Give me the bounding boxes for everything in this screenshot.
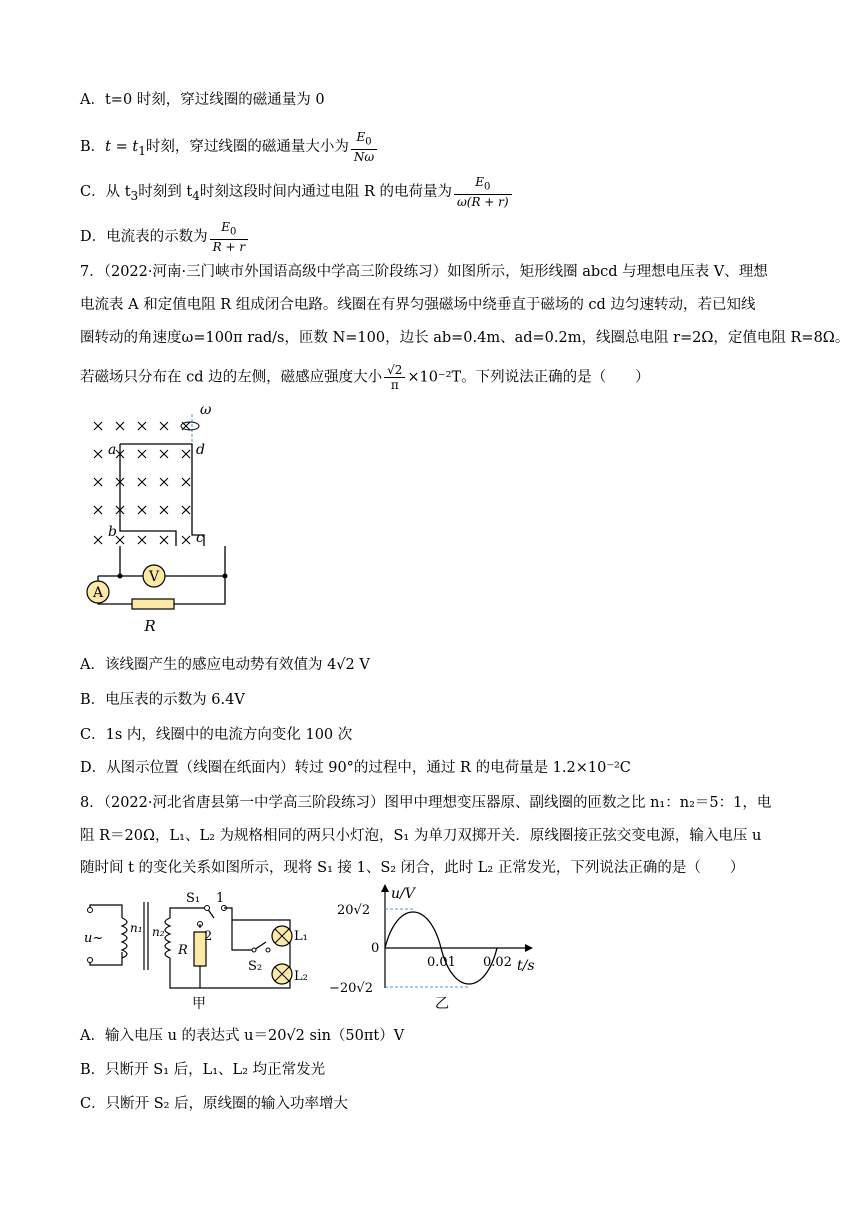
q6-d-num: E (221, 220, 231, 234)
q7-option-c: C．1s 内，线圈中的电流方向变化 100 次 (80, 727, 353, 743)
q6-c-den: ω(R + r) (456, 195, 509, 210)
figure-yi-caption: 乙 (435, 996, 449, 1012)
q6-c-fraction (454, 175, 512, 209)
q6-b-label: B． (80, 139, 106, 156)
n1-label: n₁ (130, 921, 143, 935)
omega-label: ω (200, 402, 212, 418)
x-axis-label: t/s (517, 958, 535, 974)
corner-b-label: b (108, 524, 117, 540)
q6-c-num-sub: 0 (483, 181, 491, 193)
q7-circuit-figure (80, 398, 240, 638)
n2-label: n₂ (152, 925, 165, 939)
terminal-2-label: 2 (204, 929, 213, 944)
coil-left-path (120, 444, 176, 546)
terminal-1-label: 1 (216, 891, 225, 906)
q6-c-sub2: 4 (192, 189, 200, 204)
x-tick-002: 0.02 (483, 955, 512, 970)
y-max-label: 20√2 (337, 903, 371, 918)
q6-c-mid2: 时刻这段时间内通过电阻 R 的电荷量为 (199, 184, 452, 201)
q7-stem-line1: 7．（2022·河南·三门峡市外国语高级中学高三阶段练习）如图所示，矩形线圈 abcd 与理想电压表 V、理想 (80, 264, 768, 280)
resistor-label: R (144, 617, 156, 635)
q6-b-fraction (351, 130, 377, 164)
l2-label: L₂ (294, 969, 308, 984)
q6-b-text: 时刻，穿过线圈的磁通量大小为 (145, 139, 349, 156)
q7-b-fraction (384, 363, 405, 392)
q6-b-time: t = t (105, 139, 139, 156)
q6-b-num-sub: 0 (365, 136, 372, 148)
l1-label: L₁ (294, 929, 308, 944)
voltmeter-branch (120, 546, 225, 576)
resistor-icon (132, 599, 174, 609)
q6-option-a: A．t=0 时刻，穿过线圈的磁通量为 0 (80, 92, 325, 108)
q7-option-a: A．该线圈产生的感应电动势有效值为 4√2 V (80, 657, 370, 673)
ammeter-label: A (92, 585, 104, 601)
q6-c-mid1: 时刻到 t (138, 184, 193, 201)
q6-c-num: E (475, 175, 484, 189)
q8-stem-line3: 随时间 t 的变化关系如图所示，现将 S₁ 接 1、S₂ 闭合，此时 L₂ 正常发光，下列说法正确的是（ ） (80, 860, 745, 876)
q6-option-b (80, 130, 379, 164)
q7-b-num: √2 (384, 363, 405, 378)
q7-option-b: B．电压表的示数为 6.4V (80, 692, 245, 708)
q8-option-a: A．输入电压 u 的表达式 u＝20√2 sin（50πt）V (80, 1028, 405, 1044)
q7-stem-line4 (80, 363, 650, 392)
figure-jia-caption: 甲 (192, 996, 206, 1012)
q6-b-sub: 1 (138, 144, 146, 159)
q7-option-d: D．从图示位置（线圈在纸面内）转过 90°的过程中，通过 R 的电荷量是 1.2×10⁻²C (80, 760, 631, 776)
q8-option-c: C．只断开 S₂ 后，原线圈的输入功率增大 (80, 1096, 349, 1112)
rotation-arrow-icon (181, 422, 199, 430)
corner-a-label: a (108, 442, 117, 458)
zero-label: 0 (371, 941, 380, 956)
primary-coil-icon (122, 918, 127, 958)
q6-d-den: R + r (212, 240, 246, 255)
q6-d-num-sub: 0 (230, 226, 237, 238)
corner-c-label: c (196, 530, 204, 546)
y-axis-label: u/V (391, 886, 415, 902)
q6-d-pre: D．电流表的示数为 (80, 229, 208, 246)
q8-stem-line2: 阻 R＝20Ω，L₁、L₂ 为规格相同的两只小灯泡，S₁ 为单刀双掷开关．原线圈接正弦交变电源，输入电压 u (80, 828, 762, 844)
q6-b-num: E (356, 130, 366, 144)
r-label: R (178, 943, 188, 958)
q8-option-b: B．只断开 S₁ 后，L₁、L₂ 均正常发光 (80, 1062, 326, 1078)
q8-figure-yi (325, 880, 550, 1015)
s2-label: S₂ (248, 959, 263, 974)
q7-stem-line2: 电流表 A 和定值电阻 R 组成闭合电路。线圈在有界匀强磁场中绕垂直于磁场的 cd 边匀速转动，若已知线 (80, 297, 756, 313)
q7-line4-post: ×10⁻²T。下列说法正确的是（ ） (407, 369, 650, 386)
q6-c-pre: C．从 t (80, 184, 131, 201)
q7-stem-line3: 圈转动的角速度ω=100π rad/s，匝数 N=100，边长 ab=0.4m、ad=0.2m，线圈总电阻 r=2Ω，定值电阻 R=8Ω。 (80, 330, 850, 346)
q7-b-den: π (390, 378, 399, 392)
q6-d-fraction (210, 220, 248, 254)
x-tick-001: 0.01 (427, 955, 456, 970)
q8-figure-jia (82, 880, 312, 1015)
corner-d-label: d (196, 442, 205, 458)
q8-stem-line1: 8．（2022·河北省唐县第一中学高三阶段练习）图甲中理想变压器原、副线圈的匝数之比 n₁：n₂＝5：1，电 (80, 795, 772, 811)
q6-b-den: Nω (353, 150, 375, 165)
q6-option-d (80, 220, 250, 254)
s1-label: S₁ (186, 891, 201, 906)
secondary-coil-icon (165, 918, 170, 958)
voltmeter-label: V (148, 569, 160, 585)
q6-c-sub1: 3 (130, 189, 139, 204)
y-min-label: −20√2 (329, 981, 373, 996)
q6-option-c (80, 175, 514, 209)
q7-line4-pre: 若磁场只分布在 cd 边的左侧，磁感应强度大小 (80, 369, 383, 386)
source-label: u~ (84, 931, 104, 946)
